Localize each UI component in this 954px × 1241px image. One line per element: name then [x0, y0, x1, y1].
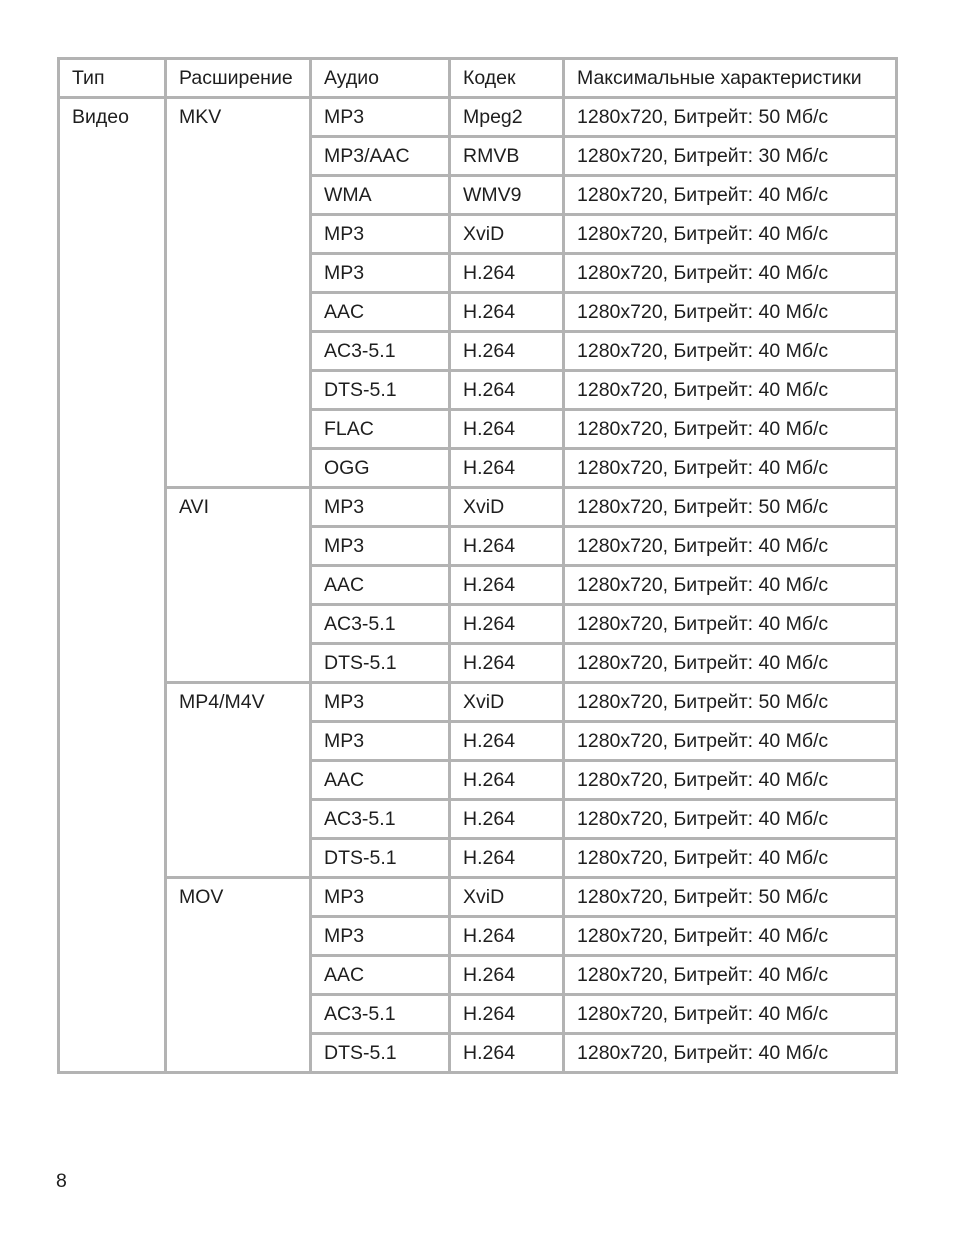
codec-cell: WMV9 — [450, 176, 564, 215]
specs-cell: 1280x720, Битрейт: 40 Мб/с — [564, 215, 897, 254]
format-spec-table — [57, 57, 898, 1074]
specs-cell: 1280x720, Битрейт: 40 Мб/с — [564, 527, 897, 566]
specs-cell: 1280x720, Битрейт: 50 Мб/с — [564, 98, 897, 137]
header-cell-type: Тип — [59, 59, 166, 98]
specs-cell: 1280x720, Битрейт: 40 Мб/с — [564, 839, 897, 878]
codec-cell: XviD — [450, 683, 564, 722]
specs-cell: 1280x720, Битрейт: 50 Мб/с — [564, 488, 897, 527]
audio-cell: DTS-5.1 — [311, 371, 450, 410]
codec-cell: XviD — [450, 878, 564, 917]
codec-cell: H.264 — [450, 566, 564, 605]
codec-cell: H.264 — [450, 956, 564, 995]
specs-cell: 1280x720, Битрейт: 40 Мб/с — [564, 644, 897, 683]
type-cell: Видео — [59, 98, 166, 1073]
audio-cell: MP3 — [311, 917, 450, 956]
specs-cell: 1280x720, Битрейт: 40 Мб/с — [564, 332, 897, 371]
codec-cell: XviD — [450, 215, 564, 254]
table-body — [59, 59, 897, 1073]
codec-cell: H.264 — [450, 254, 564, 293]
specs-cell: 1280x720, Битрейт: 40 Мб/с — [564, 449, 897, 488]
codec-cell: RMVB — [450, 137, 564, 176]
audio-cell: MP3 — [311, 254, 450, 293]
table-row — [59, 683, 897, 722]
specs-cell: 1280x720, Битрейт: 30 Мб/с — [564, 137, 897, 176]
codec-cell: H.264 — [450, 527, 564, 566]
header-cell-extension: Расширение — [166, 59, 311, 98]
audio-cell: MP3 — [311, 683, 450, 722]
header-cell-specs: Максимальные характеристики — [564, 59, 897, 98]
audio-cell: MP3 — [311, 488, 450, 527]
audio-cell: AAC — [311, 761, 450, 800]
audio-cell: DTS-5.1 — [311, 839, 450, 878]
codec-cell: H.264 — [450, 644, 564, 683]
specs-cell: 1280x720, Битрейт: 40 Мб/с — [564, 956, 897, 995]
codec-cell: Mpeg2 — [450, 98, 564, 137]
specs-cell: 1280x720, Битрейт: 40 Мб/с — [564, 800, 897, 839]
audio-cell: MP3 — [311, 527, 450, 566]
audio-cell: AC3-5.1 — [311, 995, 450, 1034]
audio-cell: OGG — [311, 449, 450, 488]
extension-cell: MOV — [166, 878, 311, 1073]
codec-cell: H.264 — [450, 449, 564, 488]
audio-cell: AC3-5.1 — [311, 800, 450, 839]
header-cell-codec: Кодек — [450, 59, 564, 98]
specs-cell: 1280x720, Битрейт: 40 Мб/с — [564, 176, 897, 215]
codec-cell: H.264 — [450, 293, 564, 332]
codec-cell: H.264 — [450, 410, 564, 449]
specs-cell: 1280x720, Битрейт: 40 Мб/с — [564, 410, 897, 449]
audio-cell: AC3-5.1 — [311, 605, 450, 644]
codec-cell: H.264 — [450, 839, 564, 878]
specs-cell: 1280x720, Битрейт: 40 Мб/с — [564, 761, 897, 800]
specs-cell: 1280x720, Битрейт: 50 Мб/с — [564, 878, 897, 917]
specs-cell: 1280x720, Битрейт: 40 Мб/с — [564, 254, 897, 293]
table-row — [59, 98, 897, 137]
codec-cell: H.264 — [450, 332, 564, 371]
codec-cell: H.264 — [450, 605, 564, 644]
audio-cell: MP3 — [311, 878, 450, 917]
page-number: 8 — [56, 1170, 67, 1192]
audio-cell: FLAC — [311, 410, 450, 449]
codec-cell: H.264 — [450, 995, 564, 1034]
specs-cell: 1280x720, Битрейт: 40 Мб/с — [564, 371, 897, 410]
specs-cell: 1280x720, Битрейт: 40 Мб/с — [564, 605, 897, 644]
specs-cell: 1280x720, Битрейт: 40 Мб/с — [564, 917, 897, 956]
table-header-row — [59, 59, 897, 98]
table-row — [59, 488, 897, 527]
codec-cell: H.264 — [450, 800, 564, 839]
audio-cell: MP3/AAC — [311, 137, 450, 176]
header-cell-audio: Аудио — [311, 59, 450, 98]
codec-cell: XviD — [450, 488, 564, 527]
specs-cell: 1280x720, Битрейт: 40 Мб/с — [564, 995, 897, 1034]
extension-cell: MKV — [166, 98, 311, 488]
extension-cell: MP4/M4V — [166, 683, 311, 878]
audio-cell: MP3 — [311, 98, 450, 137]
specs-cell: 1280x720, Битрейт: 40 Мб/с — [564, 722, 897, 761]
specs-cell: 1280x720, Битрейт: 40 Мб/с — [564, 293, 897, 332]
audio-cell: DTS-5.1 — [311, 1034, 450, 1073]
audio-cell: AAC — [311, 956, 450, 995]
audio-cell: WMA — [311, 176, 450, 215]
audio-cell: AAC — [311, 566, 450, 605]
extension-cell: AVI — [166, 488, 311, 683]
audio-cell: AAC — [311, 293, 450, 332]
audio-cell: MP3 — [311, 215, 450, 254]
audio-cell: AC3-5.1 — [311, 332, 450, 371]
specs-cell: 1280x720, Битрейт: 50 Мб/с — [564, 683, 897, 722]
codec-cell: H.264 — [450, 761, 564, 800]
audio-cell: MP3 — [311, 722, 450, 761]
codec-cell: H.264 — [450, 917, 564, 956]
specs-cell: 1280x720, Битрейт: 40 Мб/с — [564, 566, 897, 605]
specs-cell: 1280x720, Битрейт: 40 Мб/с — [564, 1034, 897, 1073]
codec-cell: H.264 — [450, 1034, 564, 1073]
audio-cell: DTS-5.1 — [311, 644, 450, 683]
codec-cell: H.264 — [450, 371, 564, 410]
table-row — [59, 878, 897, 917]
codec-cell: H.264 — [450, 722, 564, 761]
